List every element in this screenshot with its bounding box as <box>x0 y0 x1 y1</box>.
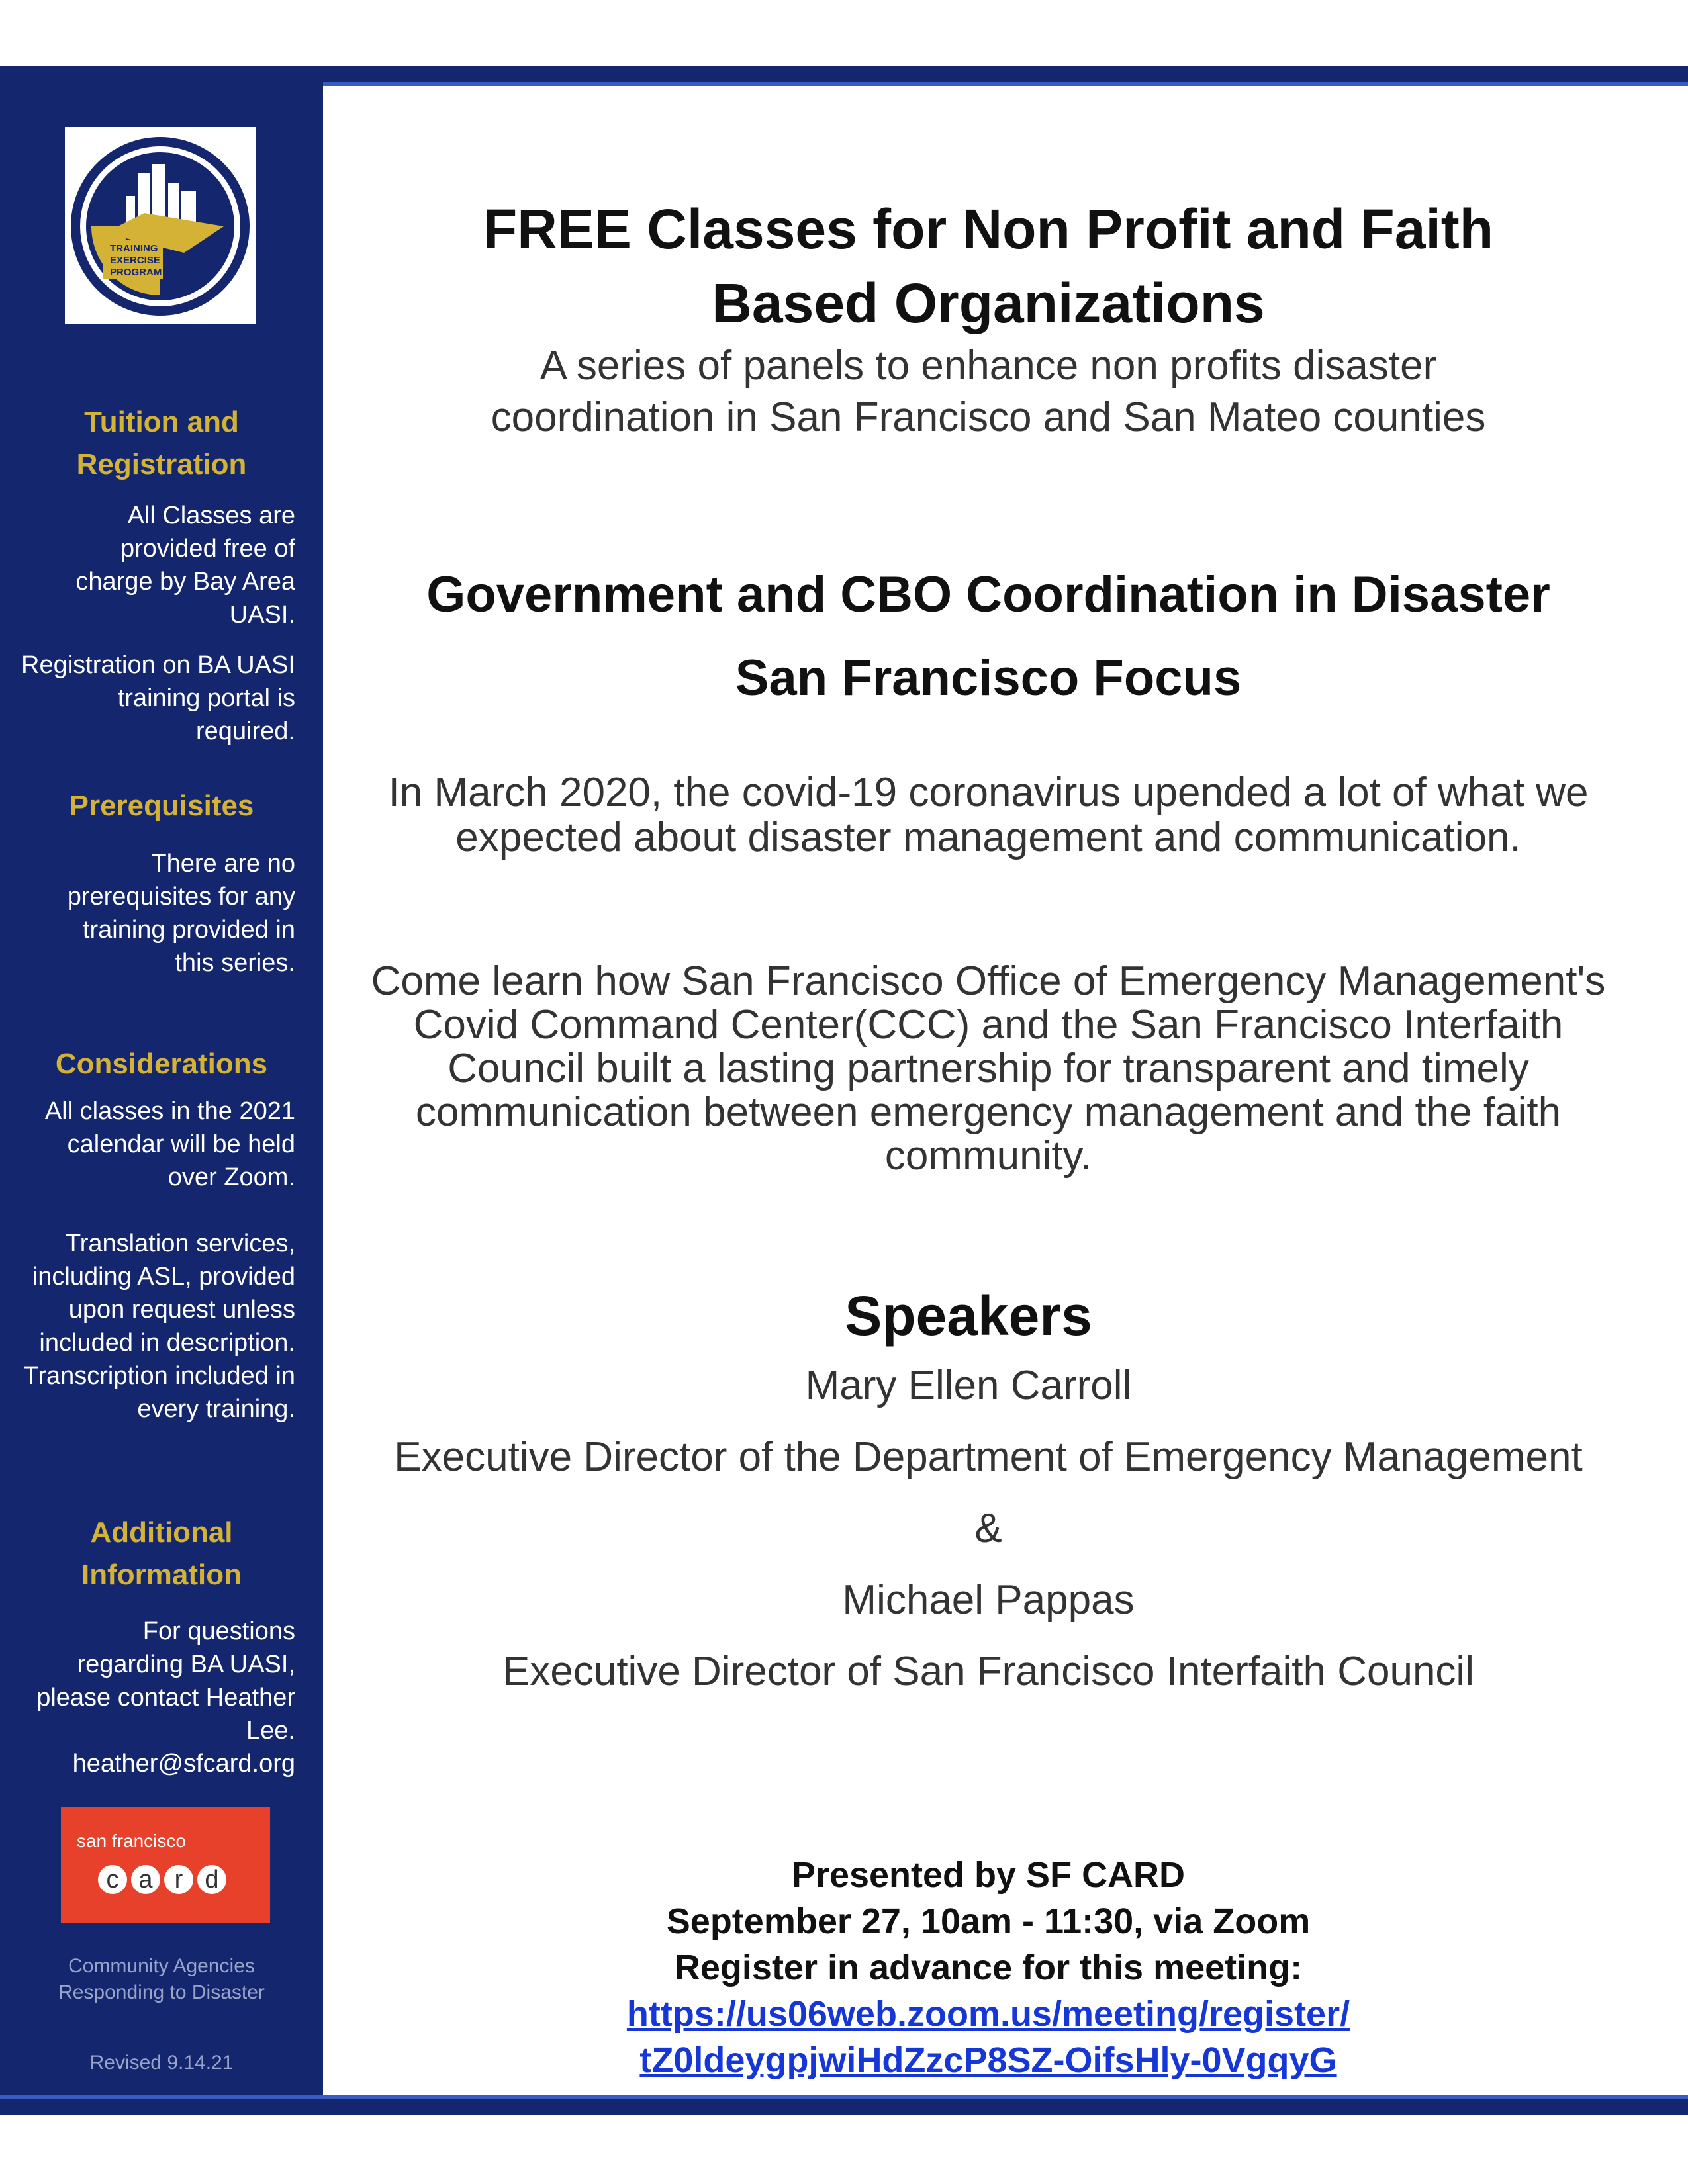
sidebar-text-additional: For questions regarding BA UASI, please contact Heather Lee. heather@sfcard.org <box>36 1617 295 1778</box>
presented-by: Presented by SF CARD <box>791 1855 1186 1895</box>
main-content <box>323 82 1688 2099</box>
intro-line-2: expected about disaster management and communication. <box>455 815 1521 860</box>
uasi-logo <box>65 127 256 324</box>
course-title: Government and CBO Coordination in Disaster <box>426 567 1550 623</box>
description-line-1: Come learn how San Francisco Office of Emergency Management's <box>371 958 1606 1004</box>
registration-link-continued <box>323 2037 1654 2083</box>
speaker-2-title: Executive Director of San Francisco Interfaith Council <box>502 1649 1474 1694</box>
registration-link-line-1[interactable]: https://us06web.zoom.us/meeting/register/ <box>626 1994 1350 2034</box>
bottom-border <box>0 2099 1688 2115</box>
card-tagline-2: Responding to Disaster <box>58 1981 265 2003</box>
course-focus: San Francisco Focus <box>735 650 1242 706</box>
revised-date: Revised 9.14.21 <box>89 2052 234 2073</box>
card-logo-small-text: san francisco <box>77 1831 186 1851</box>
description-line-3: Council built a lasting partnership for transparent and timely <box>447 1046 1529 1091</box>
sidebar-text-tuition-2: Registration on BA UASI training portal is required. <box>21 651 295 745</box>
description-line-5: community. <box>884 1133 1092 1179</box>
speaker-2-name: Michael Pappas <box>842 1577 1135 1623</box>
sidebar-text-prerequisites: There are no prerequisites for any training provided in this series. <box>67 850 295 977</box>
intro-line-1: In March 2020, the covid-19 coronavirus upended a lot of what we <box>388 770 1589 815</box>
sidebar-text-tuition-1: All Classes are provided free of charge by Bay Area UASI. <box>75 502 295 629</box>
event-date: September 27, 10am - 11:30, via Zoom <box>666 1901 1311 1941</box>
sidebar <box>0 82 323 2099</box>
card-letter: c <box>98 1865 127 1894</box>
page-title-line-1: FREE Classes for Non Profit and Faith <box>483 198 1494 260</box>
sfcard-logo <box>61 1807 270 1923</box>
svg-text:EXERCISE: EXERCISE <box>110 255 160 266</box>
subtitle-line-1: A series of panels to enhance non profits disaster <box>539 343 1437 388</box>
card-letter: r <box>164 1865 193 1894</box>
registration-link <box>323 1991 1654 2037</box>
sidebar-heading-considerations: Considerations <box>55 1048 268 1080</box>
register-prompt: Register in advance for this meeting: <box>674 1948 1303 1987</box>
svg-text:TRAINING: TRAINING <box>110 243 158 254</box>
registration-link-line-2[interactable]: tZ0ldeygpjwiHdZzcP8SZ-OifsHly-0VgqyG <box>639 2040 1337 2080</box>
sidebar-heading-tuition: Tuition and Registration <box>76 406 247 480</box>
speaker-1-name: Mary Ellen Carroll <box>805 1363 1132 1408</box>
sidebar-text-considerations-1: All classes in the 2021 calendar will be held over Zoom. <box>44 1097 295 1191</box>
card-letter: a <box>131 1865 160 1894</box>
card-letter: d <box>197 1865 226 1894</box>
svg-text:PROGRAM: PROGRAM <box>110 267 162 278</box>
card-logo-letters <box>98 1865 226 1894</box>
page-title-line-2: Based Organizations <box>712 272 1265 334</box>
subtitle-line-2: coordination in San Francisco and San Mateo counties <box>491 394 1486 440</box>
top-border <box>0 66 1688 82</box>
sidebar-text-considerations-2: Translation services, including ASL, provided upon request unless included in description. Transcription included in every training. <box>23 1230 295 1423</box>
sidebar-heading-prerequisites: Prerequisites <box>69 790 254 822</box>
ampersand: & <box>974 1506 1002 1551</box>
description-line-4: communication between emergency management and the faith <box>415 1089 1562 1135</box>
speaker-1-title: Executive Director of the Department of Emergency Management <box>394 1434 1583 1480</box>
card-tagline-1: Community Agencies <box>68 1955 255 1977</box>
speakers-heading: Speakers <box>845 1285 1092 1347</box>
description-line-2: Covid Command Center(CCC) and the San Francisco Interfaith <box>413 1002 1564 1048</box>
sidebar-heading-additional: Additional Information <box>81 1516 242 1591</box>
